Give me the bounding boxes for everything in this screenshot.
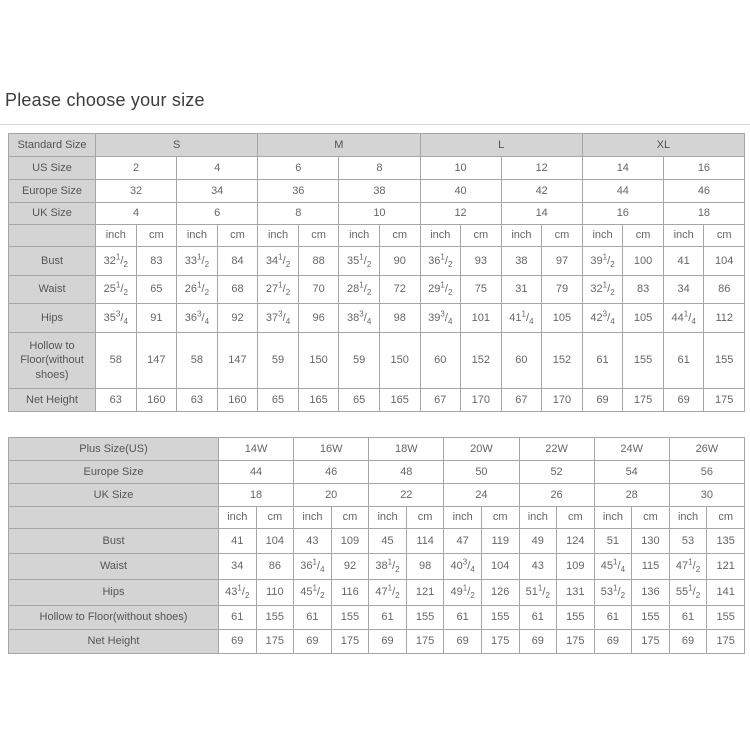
size-value-cell: 22 (369, 484, 444, 507)
table-row (9, 180, 745, 203)
size-value-cell: 8 (258, 203, 339, 225)
size-value-cell: 50 (444, 461, 519, 484)
size-value-cell: 6 (258, 157, 339, 180)
size-value-cell: 22W (519, 438, 594, 461)
measure-value-cm: 155 (481, 606, 519, 630)
measure-value-cm: 90 (379, 247, 420, 276)
measure-value-cm: 152 (461, 333, 502, 389)
measure-value-inch: $55^1/_2$ (669, 580, 707, 606)
size-value-cell: 4 (96, 203, 177, 225)
size-value-cell: 4 (177, 157, 258, 180)
measure-value-cm: 93 (461, 247, 502, 276)
measure-value-inch: 69 (582, 389, 623, 412)
unit-header-inch: inch (219, 507, 257, 529)
measure-value-cm: 121 (406, 580, 444, 606)
size-value-cell: 16W (294, 438, 369, 461)
unit-header-cm: cm (331, 507, 369, 529)
measure-value-cm: 155 (632, 606, 670, 630)
measure-value-cm: 96 (298, 304, 339, 333)
measure-value-cm: 109 (331, 529, 369, 554)
measure-value-inch: 61 (444, 606, 482, 630)
unit-header-inch: inch (339, 225, 380, 247)
unit-header-inch: inch (594, 507, 632, 529)
size-group-header: M (258, 134, 420, 157)
measure-value-cm: 147 (217, 333, 258, 389)
size-value-cell: 26W (669, 438, 744, 461)
unit-header-inch: inch (663, 225, 704, 247)
measure-value-inch: 61 (582, 333, 623, 389)
measure-value-inch: 61 (663, 333, 704, 389)
unit-header-inch: inch (420, 225, 461, 247)
unit-header-inch: inch (177, 225, 218, 247)
measure-value-inch: 49 (519, 529, 557, 554)
size-value-cell: 34 (177, 180, 258, 203)
table-row (9, 333, 745, 389)
size-value-cell: 10 (420, 157, 501, 180)
measure-value-cm: 92 (331, 554, 369, 580)
corner-empty (9, 507, 219, 529)
measure-value-inch: 51 (594, 529, 632, 554)
unit-header-cm: cm (632, 507, 670, 529)
measure-value-cm: 79 (542, 276, 583, 304)
measure-value-inch: $35^1/_2$ (339, 247, 380, 276)
measure-value-inch: $44^1/_4$ (663, 304, 704, 333)
row-label: Bust (9, 529, 219, 554)
measure-value-cm: 155 (406, 606, 444, 630)
unit-header-inch: inch (258, 225, 299, 247)
unit-header-inch: inch (669, 507, 707, 529)
size-value-cell: 16 (582, 203, 663, 225)
measure-value-cm: 131 (557, 580, 595, 606)
measure-value-inch: 34 (663, 276, 704, 304)
measure-value-inch: $40^3/_4$ (444, 554, 482, 580)
measure-value-cm: 160 (136, 389, 177, 412)
measure-value-cm: 175 (406, 630, 444, 654)
size-group-header: S (96, 134, 258, 157)
table-row (9, 484, 745, 507)
measure-value-inch: 31 (501, 276, 542, 304)
size-group-header: L (420, 134, 582, 157)
table-row (9, 554, 745, 580)
measure-value-cm: 112 (704, 304, 745, 333)
size-value-cell: 16 (663, 157, 744, 180)
measure-value-inch: $36^1/_2$ (420, 247, 461, 276)
standard-size-table (8, 133, 745, 412)
measure-value-cm: 68 (217, 276, 258, 304)
measure-value-cm: 104 (481, 554, 519, 580)
measure-value-cm: 83 (623, 276, 664, 304)
measure-value-cm: 175 (331, 630, 369, 654)
page-title: Please choose your size (5, 90, 205, 110)
measure-value-inch: 65 (339, 389, 380, 412)
size-value-cell: 54 (594, 461, 669, 484)
unit-header-cm: cm (481, 507, 519, 529)
size-value-cell: 46 (663, 180, 744, 203)
size-value-cell: 18 (663, 203, 744, 225)
measure-value-inch: $47^1/_2$ (369, 580, 407, 606)
measure-value-inch: 53 (669, 529, 707, 554)
size-value-cell: 40 (420, 180, 501, 203)
measure-value-cm: 141 (707, 580, 745, 606)
size-value-cell: 14 (582, 157, 663, 180)
row-label: Waist (9, 554, 219, 580)
table-row (9, 606, 745, 630)
measure-value-cm: 160 (217, 389, 258, 412)
measure-value-inch: 61 (219, 606, 257, 630)
measure-value-cm: 155 (707, 606, 745, 630)
measure-value-inch: 43 (519, 554, 557, 580)
measure-value-cm: 105 (623, 304, 664, 333)
size-value-cell: 24W (594, 438, 669, 461)
measure-value-inch: $49^1/_2$ (444, 580, 482, 606)
table-row (9, 438, 745, 461)
unit-header-inch: inch (369, 507, 407, 529)
measure-value-cm: 100 (623, 247, 664, 276)
measure-value-inch: 69 (663, 389, 704, 412)
row-label: US Size (9, 157, 96, 180)
row-label: UK Size (9, 203, 96, 225)
measure-value-inch: 61 (369, 606, 407, 630)
size-value-cell: 32 (96, 180, 177, 203)
row-label: Net Height (9, 389, 96, 412)
measure-value-cm: 126 (481, 580, 519, 606)
measure-value-cm: 175 (256, 630, 294, 654)
measure-value-cm: 165 (298, 389, 339, 412)
measure-value-inch: $38^3/_4$ (339, 304, 380, 333)
measure-value-cm: 115 (632, 554, 670, 580)
measure-value-cm: 175 (623, 389, 664, 412)
measure-value-inch: $33^1/_2$ (177, 247, 218, 276)
measure-value-inch: 58 (177, 333, 218, 389)
measure-value-inch: $28^1/_2$ (339, 276, 380, 304)
unit-header-cm: cm (256, 507, 294, 529)
measure-value-inch: 65 (258, 389, 299, 412)
measure-value-cm: 170 (542, 389, 583, 412)
measure-value-inch: 45 (369, 529, 407, 554)
size-value-cell: 28 (594, 484, 669, 507)
measure-value-inch: 69 (669, 630, 707, 654)
table-row (9, 225, 745, 247)
measure-value-inch: 47 (444, 529, 482, 554)
measure-value-inch: 67 (501, 389, 542, 412)
size-value-cell: 6 (177, 203, 258, 225)
measure-value-cm: 155 (256, 606, 294, 630)
plus-size-table (8, 437, 745, 654)
size-value-cell: 8 (339, 157, 420, 180)
measure-value-cm: 147 (136, 333, 177, 389)
size-value-cell: 30 (669, 484, 744, 507)
measure-value-cm: 175 (707, 630, 745, 654)
measure-value-cm: 86 (256, 554, 294, 580)
measure-value-cm: 92 (217, 304, 258, 333)
unit-header-cm: cm (461, 225, 502, 247)
row-label: Europe Size (9, 180, 96, 203)
size-value-cell: 12 (420, 203, 501, 225)
measure-value-cm: 136 (632, 580, 670, 606)
table-row (9, 247, 745, 276)
table-row (9, 389, 745, 412)
measure-value-inch: $43^1/_2$ (219, 580, 257, 606)
measure-value-inch: 69 (294, 630, 332, 654)
measure-value-cm: 124 (557, 529, 595, 554)
measure-value-cm: 72 (379, 276, 420, 304)
unit-header-inch: inch (519, 507, 557, 529)
measure-value-inch: 38 (501, 247, 542, 276)
measure-value-inch: $32^1/_2$ (96, 247, 137, 276)
measure-value-cm: 75 (461, 276, 502, 304)
row-label: Net Height (9, 630, 219, 654)
measure-value-inch: $29^1/_2$ (420, 276, 461, 304)
size-value-cell: 48 (369, 461, 444, 484)
table-row (9, 157, 745, 180)
measure-value-cm: 121 (707, 554, 745, 580)
measure-value-cm: 84 (217, 247, 258, 276)
corner-label: Standard Size (9, 134, 96, 157)
measure-value-inch: 60 (501, 333, 542, 389)
table-row (9, 276, 745, 304)
measure-value-cm: 175 (557, 630, 595, 654)
size-group-header: XL (582, 134, 744, 157)
size-value-cell: 44 (219, 461, 294, 484)
measure-value-inch: 59 (258, 333, 299, 389)
measure-value-cm: 175 (481, 630, 519, 654)
size-value-cell: 26 (519, 484, 594, 507)
table-row (9, 304, 745, 333)
unit-header-cm: cm (623, 225, 664, 247)
size-value-cell: 56 (669, 461, 744, 484)
measure-value-inch: $36^1/_4$ (294, 554, 332, 580)
size-value-cell: 14W (219, 438, 294, 461)
unit-header-cm: cm (379, 225, 420, 247)
unit-header-inch: inch (294, 507, 332, 529)
measure-value-cm: 152 (542, 333, 583, 389)
size-value-cell: 12 (501, 157, 582, 180)
measure-value-cm: 104 (704, 247, 745, 276)
measure-value-cm: 98 (379, 304, 420, 333)
row-label: Europe Size (9, 461, 219, 484)
row-label: Bust (9, 247, 96, 276)
row-label: Waist (9, 276, 96, 304)
unit-header-cm: cm (704, 225, 745, 247)
measure-value-inch: $27^1/_2$ (258, 276, 299, 304)
measure-value-inch: 69 (594, 630, 632, 654)
size-value-cell: 18 (219, 484, 294, 507)
measure-value-inch: $42^3/_4$ (582, 304, 623, 333)
measure-value-cm: 155 (704, 333, 745, 389)
measure-value-cm: 119 (481, 529, 519, 554)
table-row (9, 461, 745, 484)
measure-value-inch: 69 (369, 630, 407, 654)
measure-value-inch: 61 (519, 606, 557, 630)
measure-value-inch: $51^1/_2$ (519, 580, 557, 606)
measure-value-inch: $35^3/_4$ (96, 304, 137, 333)
measure-value-cm: 110 (256, 580, 294, 606)
measure-value-cm: 88 (298, 247, 339, 276)
measure-value-cm: 175 (704, 389, 745, 412)
size-value-cell: 2 (96, 157, 177, 180)
measure-value-cm: 116 (331, 580, 369, 606)
measure-value-inch: $39^1/_2$ (582, 247, 623, 276)
measure-value-inch: $41^1/_4$ (501, 304, 542, 333)
measure-value-inch: 69 (519, 630, 557, 654)
measure-value-inch: $53^1/_2$ (594, 580, 632, 606)
divider-line (0, 124, 750, 125)
measure-value-cm: 91 (136, 304, 177, 333)
measure-value-inch: 41 (219, 529, 257, 554)
size-value-cell: 46 (294, 461, 369, 484)
measure-value-cm: 130 (632, 529, 670, 554)
table-row (9, 529, 745, 554)
measure-value-inch: 34 (219, 554, 257, 580)
measure-value-cm: 98 (406, 554, 444, 580)
measure-value-cm: 150 (379, 333, 420, 389)
unit-header-inch: inch (501, 225, 542, 247)
size-value-cell: 24 (444, 484, 519, 507)
measure-value-inch: $47^1/_2$ (669, 554, 707, 580)
unit-header-cm: cm (707, 507, 745, 529)
measure-value-inch: 69 (444, 630, 482, 654)
measure-value-inch: $34^1/_2$ (258, 247, 299, 276)
row-label: Hips (9, 304, 96, 333)
measure-value-cm: 83 (136, 247, 177, 276)
unit-header-cm: cm (298, 225, 339, 247)
measure-value-inch: 59 (339, 333, 380, 389)
unit-header-cm: cm (406, 507, 444, 529)
measure-value-cm: 65 (136, 276, 177, 304)
row-label: Hollow to Floor(without shoes) (9, 606, 219, 630)
measure-value-inch: $37^3/_4$ (258, 304, 299, 333)
measure-value-cm: 86 (704, 276, 745, 304)
measure-value-inch: 60 (420, 333, 461, 389)
measure-value-cm: 104 (256, 529, 294, 554)
row-label: UK Size (9, 484, 219, 507)
measure-value-cm: 109 (557, 554, 595, 580)
measure-value-inch: $45^1/_4$ (594, 554, 632, 580)
table-row (9, 580, 745, 606)
unit-header-inch: inch (96, 225, 137, 247)
size-value-cell: 14 (501, 203, 582, 225)
size-value-cell: 52 (519, 461, 594, 484)
measure-value-cm: 97 (542, 247, 583, 276)
table-row (9, 630, 745, 654)
size-value-cell: 10 (339, 203, 420, 225)
measure-value-cm: 70 (298, 276, 339, 304)
measure-value-cm: 170 (461, 389, 502, 412)
measure-value-inch: 63 (177, 389, 218, 412)
row-label: Hollow to Floor(without shoes) (9, 333, 96, 389)
measure-value-cm: 150 (298, 333, 339, 389)
measure-value-inch: 67 (420, 389, 461, 412)
size-value-cell: 42 (501, 180, 582, 203)
unit-header-inch: inch (444, 507, 482, 529)
measure-value-inch: $32^1/_2$ (582, 276, 623, 304)
measure-value-inch: 61 (594, 606, 632, 630)
corner-empty (9, 225, 96, 247)
size-value-cell: 20 (294, 484, 369, 507)
measure-value-cm: 155 (331, 606, 369, 630)
measure-value-inch: 61 (294, 606, 332, 630)
measure-value-inch: $39^3/_4$ (420, 304, 461, 333)
measure-value-inch: $26^1/_2$ (177, 276, 218, 304)
table-row (9, 134, 745, 157)
unit-header-inch: inch (582, 225, 623, 247)
measure-value-cm: 105 (542, 304, 583, 333)
measure-value-cm: 114 (406, 529, 444, 554)
measure-value-inch: $45^1/_2$ (294, 580, 332, 606)
table-row (9, 203, 745, 225)
size-value-cell: 20W (444, 438, 519, 461)
unit-header-cm: cm (542, 225, 583, 247)
measure-value-inch: 63 (96, 389, 137, 412)
measure-value-cm: 165 (379, 389, 420, 412)
size-value-cell: 44 (582, 180, 663, 203)
measure-value-cm: 175 (632, 630, 670, 654)
measure-value-inch: $36^3/_4$ (177, 304, 218, 333)
measure-value-cm: 155 (557, 606, 595, 630)
measure-value-cm: 155 (623, 333, 664, 389)
row-label: Hips (9, 580, 219, 606)
table-row (9, 507, 745, 529)
measure-value-inch: 43 (294, 529, 332, 554)
measure-value-cm: 101 (461, 304, 502, 333)
measure-value-inch: 58 (96, 333, 137, 389)
unit-header-cm: cm (557, 507, 595, 529)
measure-value-cm: 135 (707, 529, 745, 554)
unit-header-cm: cm (136, 225, 177, 247)
row-label: Plus Size(US) (9, 438, 219, 461)
measure-value-inch: $25^1/_2$ (96, 276, 137, 304)
size-value-cell: 36 (258, 180, 339, 203)
unit-header-cm: cm (217, 225, 258, 247)
measure-value-inch: 69 (219, 630, 257, 654)
measure-value-inch: 41 (663, 247, 704, 276)
measure-value-inch: $38^1/_2$ (369, 554, 407, 580)
measure-value-inch: 61 (669, 606, 707, 630)
size-value-cell: 38 (339, 180, 420, 203)
size-value-cell: 18W (369, 438, 444, 461)
